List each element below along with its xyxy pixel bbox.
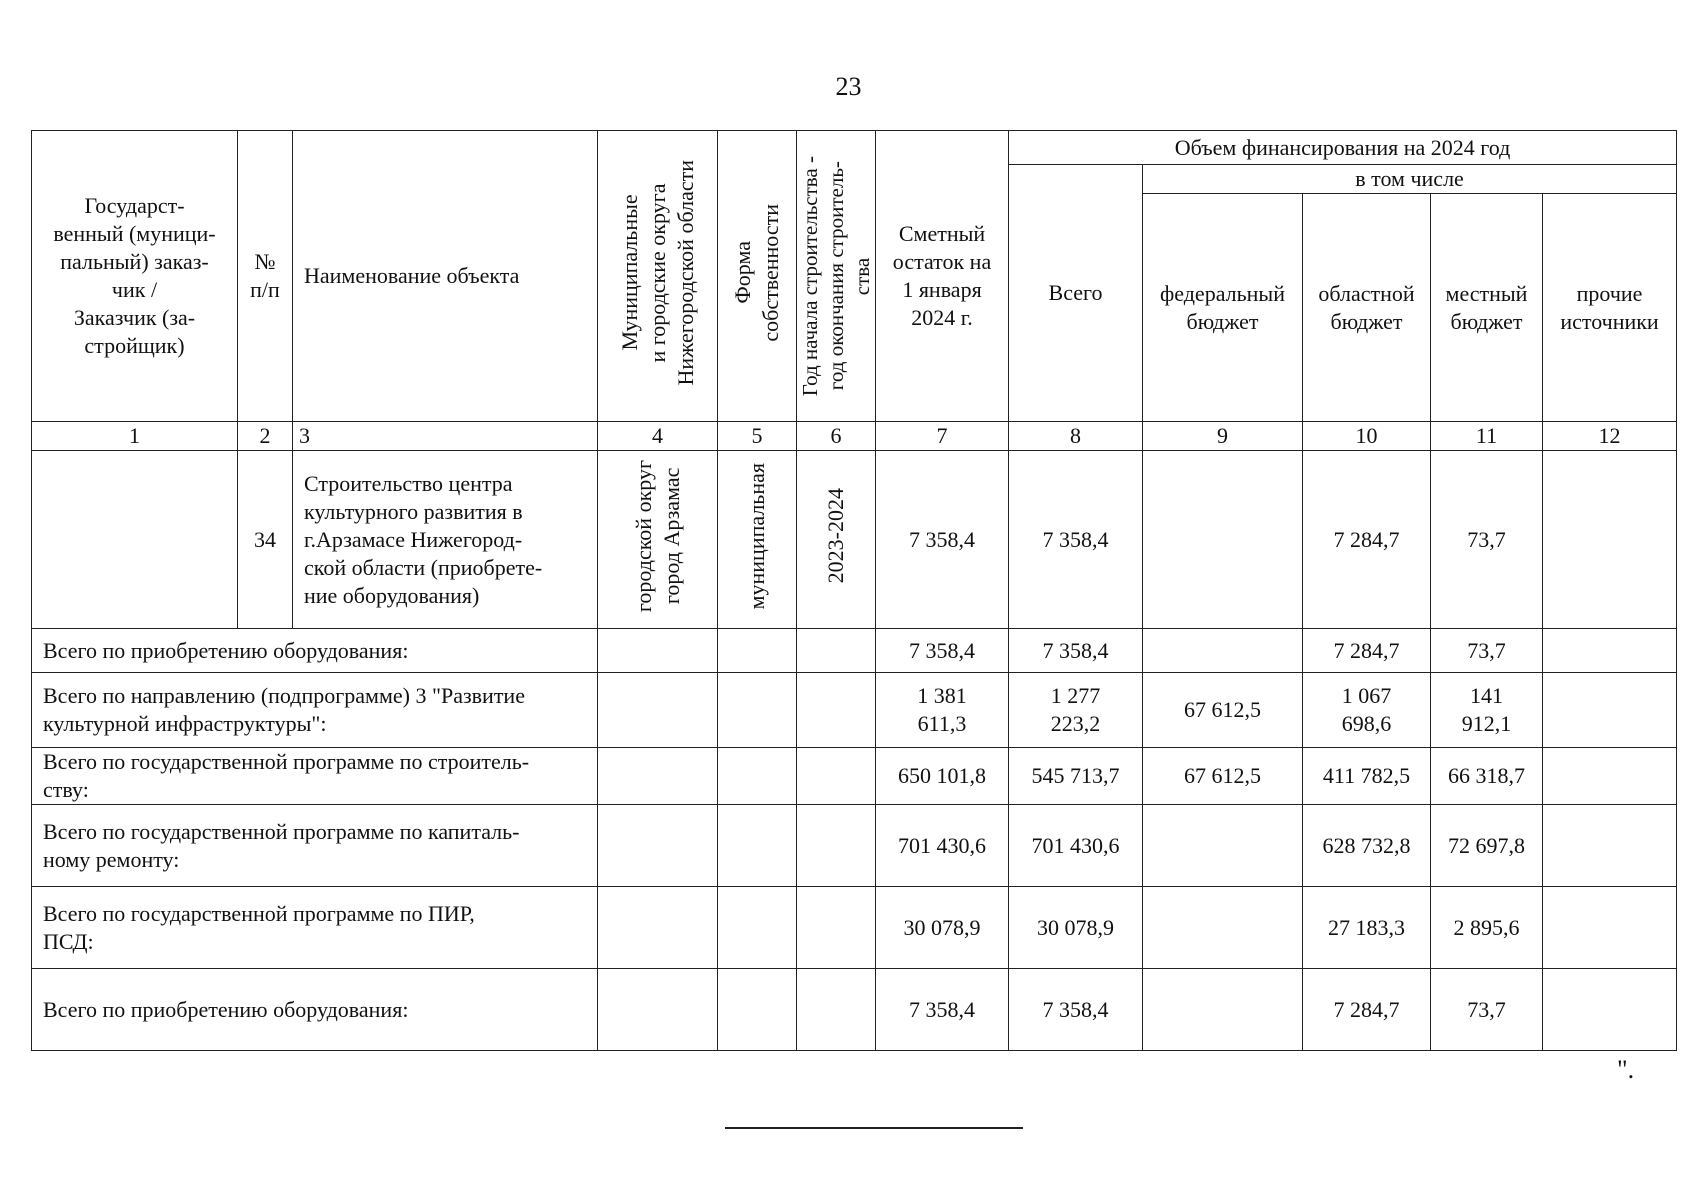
summary-label: Всего по государственной программе по ПИР, ПСД: xyxy=(32,887,598,969)
header-customer xyxy=(32,131,238,422)
summary-local: 66 318,7 xyxy=(1431,748,1543,805)
summary-total: 30 078,9 xyxy=(1009,887,1143,969)
summary-estimate: 1 381 611,3 xyxy=(876,673,1009,748)
summary-regional: 628 732,8 xyxy=(1303,805,1431,887)
header-ownership-text: Форма собственности xyxy=(730,203,783,342)
summary-row xyxy=(32,629,1677,673)
summary-municipality xyxy=(598,673,718,748)
column-number: 4 xyxy=(598,422,718,451)
header-number-text: № п/п xyxy=(250,249,280,302)
object-municipality-text: городской округ город Арзамас xyxy=(630,459,684,613)
summary-local: 73,7 xyxy=(1431,629,1543,673)
header-object-name xyxy=(293,131,598,422)
header-federal-text: федеральный бюджет xyxy=(1160,280,1285,334)
header-other xyxy=(1543,194,1677,422)
summary-other xyxy=(1543,673,1677,748)
summary-local: 141 912,1 xyxy=(1431,673,1543,748)
column-number: 7 xyxy=(876,422,1009,451)
header-funding-group: Объем финансирования на 2024 год xyxy=(1009,131,1677,165)
header-ownership xyxy=(718,131,797,422)
summary-ownership xyxy=(718,805,797,887)
header-years-text: Год начала строительства - год окончания строитель- ства xyxy=(798,155,874,397)
summary-other xyxy=(1543,748,1677,805)
summary-regional: 27 183,3 xyxy=(1303,887,1431,969)
header-customer-text: Государст- венный (муници- пальный) заказ- чик / Заказчик (за- стройщик) xyxy=(53,193,216,358)
summary-federal xyxy=(1143,805,1303,887)
summary-local: 72 697,8 xyxy=(1431,805,1543,887)
summary-row xyxy=(32,748,1677,805)
object-customer xyxy=(32,451,238,629)
summary-label: Всего по приобретению оборудования: xyxy=(32,969,598,1051)
header-regional-text: областной бюджет xyxy=(1318,280,1415,334)
summary-total: 7 358,4 xyxy=(1009,629,1143,673)
column-number: 6 xyxy=(797,422,876,451)
header-federal xyxy=(1143,194,1303,422)
summary-total: 701 430,6 xyxy=(1009,805,1143,887)
summary-local: 73,7 xyxy=(1431,969,1543,1051)
summary-ownership xyxy=(718,969,797,1051)
separator-line xyxy=(725,1127,1023,1129)
object-years-text: 2023-2024 xyxy=(823,488,848,584)
object-municipality xyxy=(598,451,718,629)
object-local: 73,7 xyxy=(1431,451,1543,629)
summary-row xyxy=(32,805,1677,887)
summary-row xyxy=(32,887,1677,969)
column-number-row xyxy=(32,422,1677,451)
summary-total: 1 277 223,2 xyxy=(1009,673,1143,748)
summary-ownership xyxy=(718,748,797,805)
header-row-1 xyxy=(32,131,1677,165)
summary-years xyxy=(797,969,876,1051)
object-regional: 7 284,7 xyxy=(1303,451,1431,629)
summary-years xyxy=(797,805,876,887)
header-other-text: прочие источники xyxy=(1560,280,1659,334)
object-years xyxy=(797,451,876,629)
summary-municipality xyxy=(598,969,718,1051)
summary-estimate: 30 078,9 xyxy=(876,887,1009,969)
header-municipality-text: Муниципальные и городские округа Нижегородской области xyxy=(616,159,698,386)
summary-label: Всего по приобретению оборудования: xyxy=(32,629,598,673)
summary-ownership xyxy=(718,629,797,673)
header-total: Всего xyxy=(1009,165,1143,422)
financing-table xyxy=(31,130,1677,1051)
column-number: 8 xyxy=(1009,422,1143,451)
summary-local: 2 895,6 xyxy=(1431,887,1543,969)
summary-estimate: 701 430,6 xyxy=(876,805,1009,887)
header-object-name-text: Наименование объекта xyxy=(304,263,520,288)
summary-federal xyxy=(1143,629,1303,673)
object-federal xyxy=(1143,451,1303,629)
summary-estimate: 650 101,8 xyxy=(876,748,1009,805)
column-number: 5 xyxy=(718,422,797,451)
column-number: 11 xyxy=(1431,422,1543,451)
summary-federal: 67 612,5 xyxy=(1143,673,1303,748)
summary-years xyxy=(797,887,876,969)
column-number: 3 xyxy=(293,422,598,451)
object-ownership-text: муниципальная xyxy=(744,462,769,610)
summary-federal xyxy=(1143,969,1303,1051)
summary-row xyxy=(32,673,1677,748)
header-estimate-text: Сметный остаток на 1 января 2024 г. xyxy=(892,221,992,330)
closing-quote: ". xyxy=(1617,1055,1635,1084)
header-regional xyxy=(1303,194,1431,422)
column-number: 2 xyxy=(238,422,293,451)
summary-municipality xyxy=(598,629,718,673)
column-number: 10 xyxy=(1303,422,1431,451)
summary-years xyxy=(797,673,876,748)
object-row xyxy=(32,451,1677,629)
header-local-text: местный бюджет xyxy=(1445,280,1528,334)
summary-regional: 7 284,7 xyxy=(1303,969,1431,1051)
summary-regional: 7 284,7 xyxy=(1303,629,1431,673)
summary-other xyxy=(1543,969,1677,1051)
column-number: 1 xyxy=(32,422,238,451)
object-number: 34 xyxy=(238,451,293,629)
summary-municipality xyxy=(598,887,718,969)
summary-years xyxy=(797,629,876,673)
summary-total: 545 713,7 xyxy=(1009,748,1143,805)
page-number: 23 xyxy=(835,72,862,101)
summary-label: Всего по направлению (подпрограмме) 3 "Развитие культурной инфраструктуры": xyxy=(32,673,598,748)
summary-municipality xyxy=(598,805,718,887)
object-other xyxy=(1543,451,1677,629)
summary-federal xyxy=(1143,887,1303,969)
header-number xyxy=(238,131,293,422)
summary-estimate: 7 358,4 xyxy=(876,969,1009,1051)
summary-estimate: 7 358,4 xyxy=(876,629,1009,673)
object-total: 7 358,4 xyxy=(1009,451,1143,629)
summary-federal: 67 612,5 xyxy=(1143,748,1303,805)
column-number: 12 xyxy=(1543,422,1677,451)
summary-years xyxy=(797,748,876,805)
object-ownership xyxy=(718,451,797,629)
summary-label: Всего по государственной программе по капиталь- ному ремонту: xyxy=(32,805,598,887)
summary-total: 7 358,4 xyxy=(1009,969,1143,1051)
summary-regional: 1 067 698,6 xyxy=(1303,673,1431,748)
header-years xyxy=(797,131,876,422)
object-estimate: 7 358,4 xyxy=(876,451,1009,629)
summary-other xyxy=(1543,629,1677,673)
summary-regional: 411 782,5 xyxy=(1303,748,1431,805)
summary-label: Всего по государственной программе по строитель- ству: xyxy=(32,748,598,805)
object-name-text: Строительство центра культурного развития в г.Арзамасе Нижегород- ской области (приобрете- ние оборудования) xyxy=(304,470,543,608)
header-estimate xyxy=(876,131,1009,422)
object-name xyxy=(293,451,598,629)
summary-other xyxy=(1543,887,1677,969)
summary-other xyxy=(1543,805,1677,887)
summary-ownership xyxy=(718,887,797,969)
column-number: 9 xyxy=(1143,422,1303,451)
summary-ownership xyxy=(718,673,797,748)
header-including: в том числе xyxy=(1143,165,1677,194)
header-local xyxy=(1431,194,1543,422)
summary-row xyxy=(32,969,1677,1051)
summary-municipality xyxy=(598,748,718,805)
header-municipality xyxy=(598,131,718,422)
